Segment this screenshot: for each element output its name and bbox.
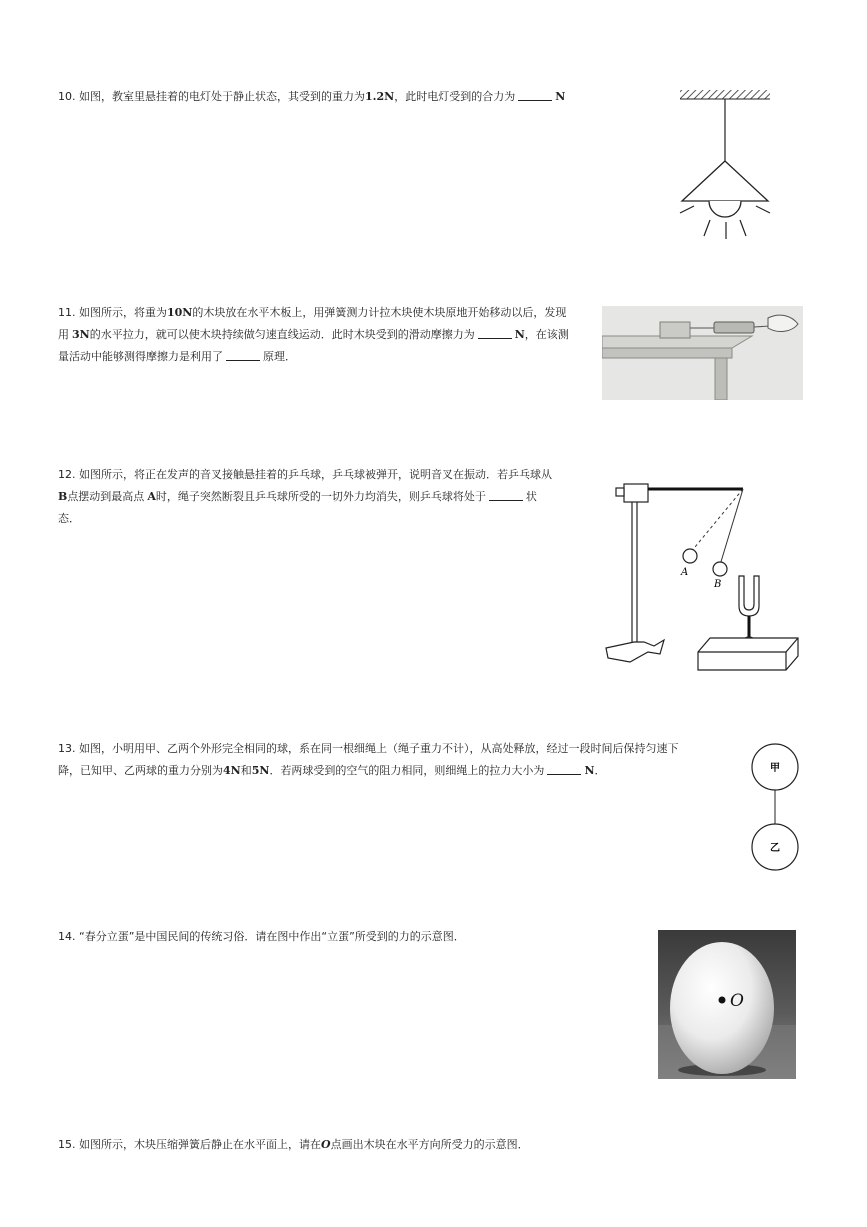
q10-answer-blank[interactable] — [518, 88, 552, 101]
question-14 — [58, 926, 465, 948]
q11-line-3 — [58, 346, 618, 368]
ball-yi-label: 乙 — [770, 843, 780, 854]
q13-line-2 — [58, 760, 728, 782]
question-13 — [58, 738, 728, 782]
q13-weight-jia: 4N — [223, 764, 241, 777]
q10-weight: 1.2N — [365, 90, 395, 103]
q11-unit: N — [514, 328, 525, 341]
spring-scale-table-figure — [602, 306, 803, 400]
q15-point-o: O — [321, 1138, 331, 1151]
q11-text-g: 量活动中能够测得摩擦力是利用了 — [58, 350, 223, 363]
q11-text-a: 11. 如图所示，将重为 — [58, 306, 167, 319]
hanging-lamp-figure — [676, 88, 776, 248]
q12-line-1: 12. 如图所示，将正在发声的音叉接触悬挂着的乒乓球，乒乓球被弹开，说明音叉在振动．若乒乓球从 — [58, 468, 552, 481]
q12-text-d: 时，绳子突然断裂且乒乓球所受的一切外力均消失，则乒乓球将处于 — [155, 490, 486, 503]
q12-text-e: 状 — [525, 490, 537, 503]
q11-line-2 — [58, 324, 618, 346]
q13-line-1: 13. 如图，小明用甲、乙两个外形完全相同的球，系在同一根细绳上（绳子重力不计），从高处释放，经过一段时间后保持匀速下 — [58, 742, 679, 755]
tuning-fork-pendulum-figure — [602, 476, 802, 676]
q11-text-c: 的木块放在水平木板上，用弹簧测力计拉木块使木块原地开始移动以后，发现 — [192, 306, 567, 319]
q11-text-d: 用 — [58, 328, 69, 341]
label-b: B — [714, 579, 722, 590]
question-15 — [58, 1134, 529, 1156]
q11-text-f: ，在该测 — [524, 328, 569, 341]
q12-answer-blank[interactable] — [489, 488, 523, 501]
q13-weight-yi: 5N — [251, 764, 270, 777]
q15-prefix: 15. 如图所示，木块压缩弹簧后静止在水平面上，请在 — [58, 1138, 321, 1151]
q13-answer-blank[interactable] — [547, 762, 581, 775]
label-a: A — [681, 567, 689, 578]
q12-point-b: B — [58, 490, 68, 503]
ball-jia-label: 甲 — [770, 763, 780, 774]
q13-unit: N — [584, 764, 595, 777]
q11-force: 3N — [72, 328, 90, 341]
q12-point-a: A — [147, 490, 156, 503]
q11-text-h: 原理． — [263, 350, 296, 363]
q11-answer-blank-2[interactable] — [226, 348, 260, 361]
q10-unit: N — [555, 90, 566, 103]
q10-prefix: 10. 如图，教室里悬挂着的电灯处于静止状态，其受到的重力为 — [58, 90, 365, 103]
q12-line-3: 态． — [58, 512, 80, 525]
q11-answer-blank-1[interactable] — [478, 326, 512, 339]
q13-text-c: 和 — [240, 764, 252, 777]
q12-text-b: 点摆动到最高点 — [67, 490, 145, 503]
q11-text-e: 的水平拉力，就可以使木块持续做匀速直线运动．此时木块受到的滑动摩擦力为 — [89, 328, 475, 341]
q13-text-f: ． — [594, 764, 606, 777]
q14-text: 14. “春分立蛋”是中国民间的传统习俗．请在图中作出“立蛋”所受到的力的示意图． — [58, 930, 465, 943]
q12-line-2 — [58, 486, 578, 508]
egg-point-o-label: O — [730, 991, 744, 1011]
q15-suffix: 点画出木块在水平方向所受力的示意图． — [330, 1138, 529, 1151]
q11-weight: 10N — [167, 306, 193, 319]
q13-text-a: 降，已知甲、乙两球的重力分别为 — [58, 764, 223, 777]
two-balls-figure — [748, 742, 802, 872]
question-12 — [58, 464, 578, 530]
question-11 — [58, 302, 618, 368]
question-10 — [58, 86, 565, 108]
q11-line-1 — [58, 302, 618, 324]
q10-mid: ，此时电灯受到的合力为 — [394, 90, 516, 103]
standing-egg-figure — [658, 930, 796, 1079]
q13-text-e: ．若两球受到的空气的阻力相同，则细绳上的拉力大小为 — [269, 764, 545, 777]
